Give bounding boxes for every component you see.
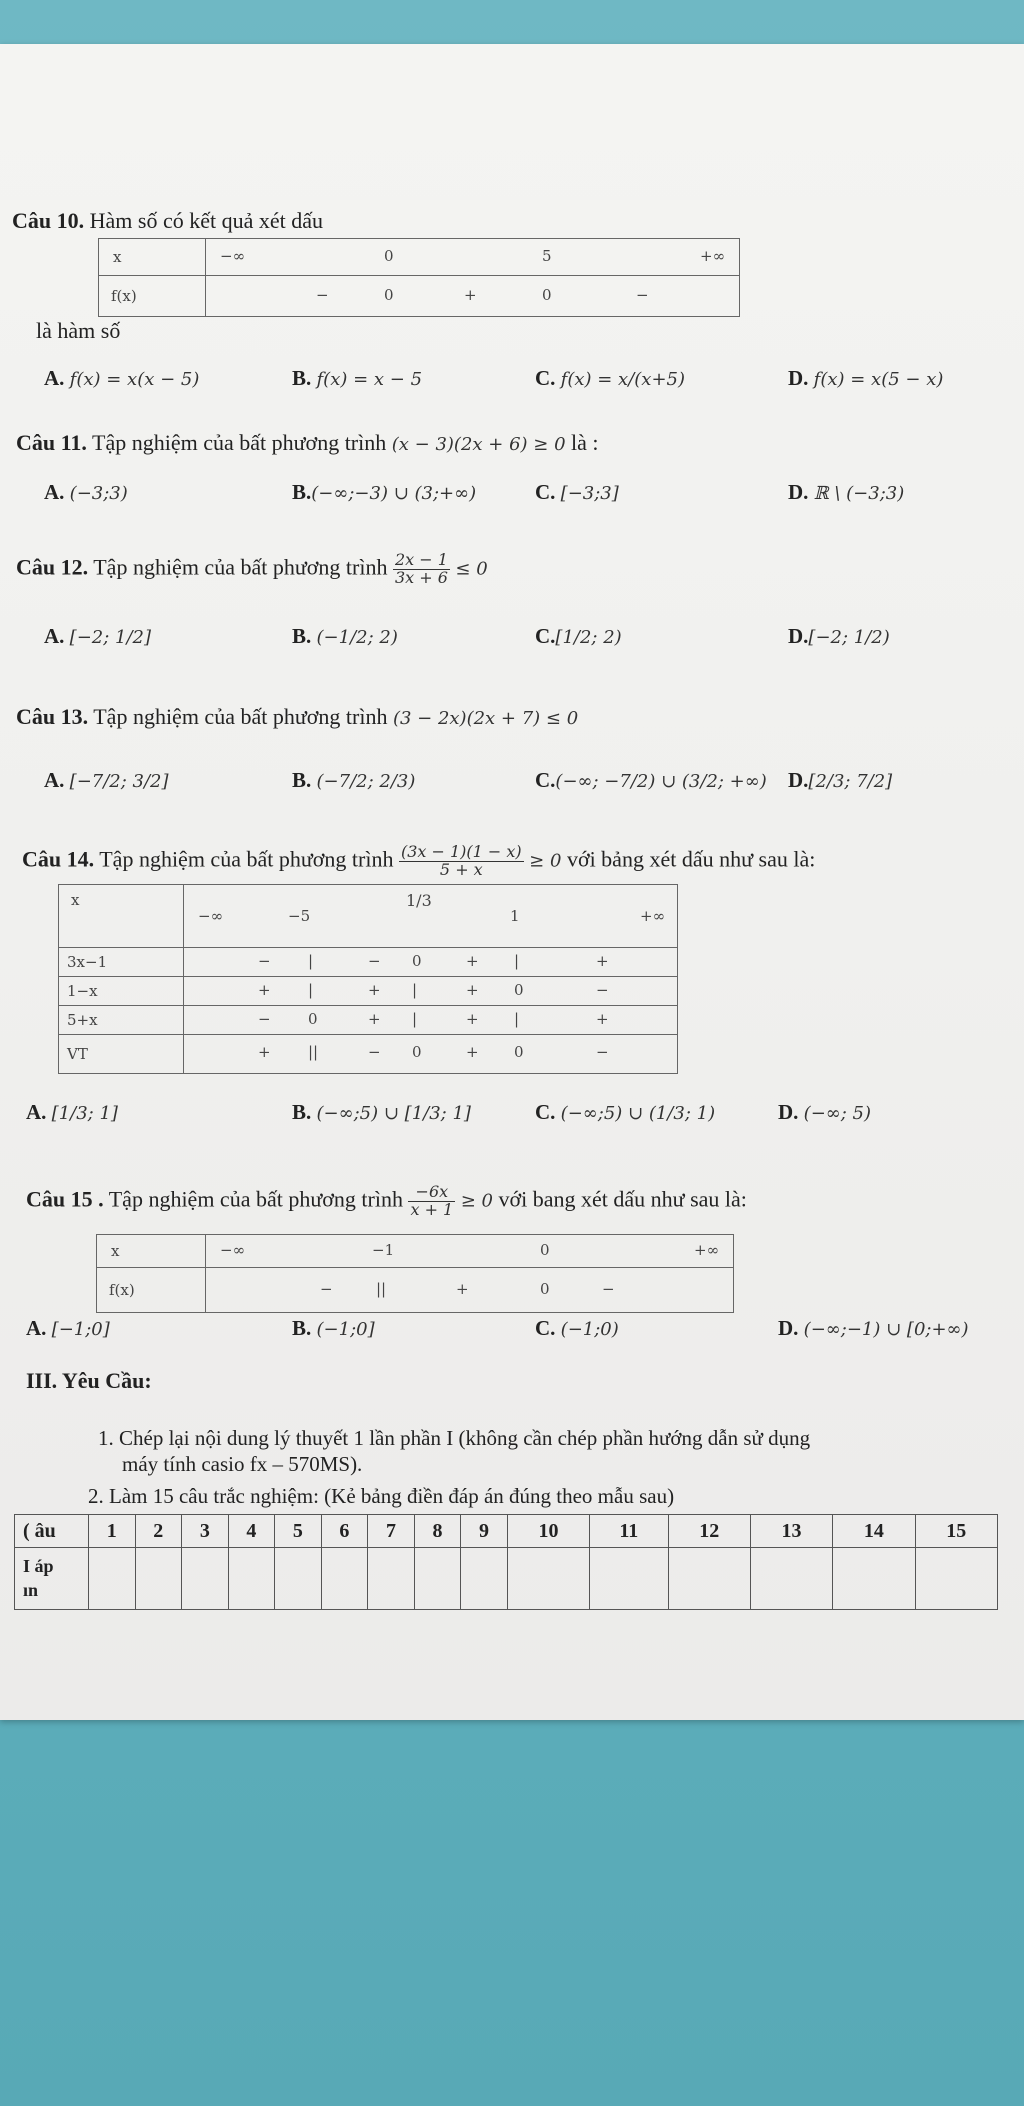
answer-col-head: 8	[414, 1515, 461, 1548]
answer-cell[interactable]	[228, 1548, 275, 1610]
q14-cell: +	[596, 952, 609, 970]
answer-col-head: 5	[275, 1515, 322, 1548]
q10-f-val: 0	[542, 286, 552, 304]
q15-denominator: x + 1	[410, 1199, 454, 1219]
q10-option-b[interactable]: B. f(x) = x − 5	[292, 366, 423, 390]
q10-x-val: +∞	[700, 247, 726, 265]
q14-cell: +	[258, 1043, 271, 1061]
q15-option-b[interactable]: B. (−1;0]	[292, 1316, 375, 1340]
q14-cell: +	[368, 981, 381, 999]
q14-cell: −	[596, 1043, 609, 1061]
q14-fraction	[399, 844, 524, 879]
q14-head-val: 1/3	[406, 891, 432, 910]
q14-cell: |	[308, 952, 314, 970]
section-3-title: III. Yêu Cầu:	[26, 1368, 152, 1393]
q15-tail: với bang xét dấu như sau là:	[498, 1186, 747, 1212]
q10-x-val: 0	[384, 247, 394, 265]
q14-denominator: 5 + x	[439, 859, 483, 879]
q14-cell: 0	[308, 1010, 318, 1028]
q10-after: là hàm số	[36, 318, 121, 343]
q14-numerator: (3x − 1)(1 − x)	[400, 842, 522, 861]
answer-col-head: 12	[668, 1515, 750, 1548]
q15-f-val: 0	[540, 1280, 550, 1298]
answer-col-head: 10	[507, 1515, 589, 1548]
q10-f-val: −	[316, 286, 329, 304]
answer-col-head: 4	[228, 1515, 275, 1548]
q14-cell: ||	[308, 1043, 319, 1061]
answer-cell[interactable]	[833, 1548, 915, 1610]
answer-row-head-line-1: I áp	[23, 1556, 54, 1577]
q14-cell: −	[258, 1010, 271, 1028]
q10-option-d[interactable]: D. f(x) = x(5 − x)	[788, 366, 944, 390]
q12-option-b[interactable]: B. (−1/2; 2)	[292, 624, 398, 648]
question-13	[16, 704, 578, 730]
q14-cell: 0	[514, 981, 524, 999]
q14-rel: ≥ 0	[529, 850, 562, 872]
q12-denominator: 3x + 6	[394, 567, 448, 587]
paper-sheet	[0, 44, 1024, 1720]
q14-cell: +	[258, 981, 271, 999]
q10-f-val: 0	[384, 286, 394, 304]
q14-cell: |	[514, 1010, 520, 1028]
q15-sign-table	[96, 1234, 734, 1313]
q14-option-b[interactable]: B. (−∞;5) ∪ [1/3; 1]	[292, 1100, 471, 1124]
q15-rel: ≥ 0	[460, 1190, 493, 1212]
q14-cell: |	[308, 981, 314, 999]
q14-cell: −	[258, 952, 271, 970]
q11-option-a[interactable]: A. (−3;3)	[44, 480, 128, 504]
q10-label: Câu 10.	[12, 208, 85, 233]
answer-cell[interactable]	[668, 1548, 750, 1610]
q15-x-val: 0	[540, 1241, 550, 1259]
q14-cell: 0	[514, 1043, 524, 1061]
q15-text: Tập nghiệm của bất phương trình	[108, 1186, 403, 1212]
q10-x-val: 5	[542, 247, 552, 265]
answer-cell[interactable]	[507, 1548, 589, 1610]
answer-col-head: 1	[89, 1515, 136, 1548]
q10-option-a[interactable]: A. f(x) = x(x − 5)	[44, 366, 200, 390]
answer-cell[interactable]	[275, 1548, 322, 1610]
q12-option-d[interactable]: D.[−2; 1/2)	[788, 624, 890, 648]
q14-cell: −	[596, 981, 609, 999]
q14-cell: +	[466, 1043, 479, 1061]
answer-col-head: 2	[135, 1515, 182, 1548]
q10-f-val: +	[464, 286, 477, 304]
q14-head-x: x	[59, 885, 184, 948]
q10-f-val: −	[636, 286, 649, 304]
answer-cell[interactable]	[182, 1548, 229, 1610]
q12-label: Câu 12.	[16, 554, 89, 580]
q14-cell: |	[514, 952, 520, 970]
q15-x-val: −1	[372, 1241, 395, 1259]
section-3-item-1b: máy tính casio fx – 570MS).	[122, 1452, 363, 1476]
answer-col-head: 14	[833, 1515, 915, 1548]
q12-text: Tập nghiệm của bất phương trình	[93, 554, 388, 580]
q11-option-c[interactable]: C. [−3;3]	[535, 480, 619, 504]
q11-expr: (x − 3)(2x + 6) ≥ 0	[391, 434, 566, 455]
q14-head-val: 1	[510, 907, 520, 925]
q14-cell: +	[596, 1010, 609, 1028]
q14-tail: với bảng xét dấu như sau là:	[566, 846, 816, 872]
q10-table-f-head: f(x)	[99, 276, 206, 317]
q13-option-d[interactable]: D.[2/3; 7/2]	[788, 768, 893, 792]
q14-cell: |	[412, 981, 418, 999]
answer-col-head: 3	[182, 1515, 229, 1548]
q13-expr: (3 − 2x)(2x + 7) ≤ 0	[392, 708, 579, 729]
answer-col-head: 9	[461, 1515, 508, 1548]
q14-cell: −	[368, 1043, 381, 1061]
question-11	[16, 430, 599, 456]
q14-cell: 0	[412, 952, 422, 970]
q12-option-c[interactable]: C.[1/2; 2)	[535, 624, 622, 648]
question-12	[16, 552, 488, 587]
answer-col-head: 6	[321, 1515, 368, 1548]
q14-text: Tập nghiệm của bất phương trình	[99, 846, 394, 872]
q13-option-a[interactable]: A. [−7/2; 3/2]	[44, 768, 169, 792]
q15-label: Câu 15 .	[26, 1186, 104, 1212]
q14-option-d[interactable]: D. (−∞; 5)	[778, 1100, 872, 1124]
answer-cell[interactable]	[461, 1548, 508, 1610]
q14-cell: +	[466, 952, 479, 970]
q14-head-val: −∞	[198, 907, 224, 925]
q15-f-val: ||	[376, 1280, 387, 1298]
q15-f-val: +	[456, 1280, 469, 1298]
q11-text: Tập nghiệm của bất phương trình	[92, 430, 387, 455]
q15-f-val: −	[320, 1280, 333, 1298]
q11-option-d[interactable]: D. ℝ \ (−3;3)	[788, 480, 905, 504]
question-10	[12, 208, 323, 234]
q15-fraction	[408, 1184, 455, 1219]
q14-sign-table	[58, 884, 678, 1074]
answer-col-head: 13	[750, 1515, 832, 1548]
q15-x-val: +∞	[694, 1241, 720, 1259]
q14-row-name: 3x−1	[59, 948, 184, 977]
answer-table-head: ( âu	[15, 1515, 89, 1548]
answer-cell[interactable]	[590, 1548, 668, 1610]
q14-option-c[interactable]: C. (−∞;5) ∪ (1/3; 1)	[535, 1100, 716, 1124]
answer-table	[14, 1514, 998, 1610]
q15-f-val: −	[602, 1280, 615, 1298]
q14-option-a[interactable]: A. [1/3; 1]	[26, 1100, 118, 1124]
q14-head-val: +∞	[640, 907, 666, 925]
q10-x-val: −∞	[220, 247, 246, 265]
answer-cell[interactable]	[915, 1548, 997, 1610]
q10-table-x-head: x	[99, 239, 206, 276]
q14-row-name: 5+x	[59, 1006, 184, 1035]
q11-tail: là :	[571, 430, 599, 455]
answer-row-head-line-2: ın	[23, 1579, 39, 1600]
q13-label: Câu 13.	[16, 704, 89, 729]
q15-option-c[interactable]: C. (−1;0)	[535, 1316, 619, 1340]
answer-cell[interactable]	[89, 1548, 136, 1610]
q13-option-b[interactable]: B. (−7/2; 2/3)	[292, 768, 416, 792]
section-3-item-2: 2. Làm 15 câu trắc nghiệm: (Kẻ bảng điền đáp án đúng theo mẫu sau)	[88, 1484, 675, 1508]
q14-row-name: 1−x	[59, 977, 184, 1006]
q13-text: Tập nghiệm của bất phương trình	[93, 704, 388, 729]
q14-head-val: −5	[288, 907, 311, 925]
question-15	[26, 1184, 747, 1219]
q14-cell: −	[368, 952, 381, 970]
q15-option-a[interactable]: A. [−1;0]	[26, 1316, 110, 1340]
q15-option-d[interactable]: D. (−∞;−1) ∪ [0;+∞)	[778, 1316, 969, 1340]
q10-sign-table	[98, 238, 740, 317]
q12-option-a[interactable]: A. [−2; 1/2]	[44, 624, 152, 648]
q15-table-f-head: f(x)	[97, 1268, 206, 1313]
q14-cell: +	[466, 1010, 479, 1028]
q11-label: Câu 11.	[16, 430, 87, 455]
q10-text: Hàm số có kết quả xét dấu	[89, 208, 323, 233]
section-3-item-1: 1. Chép lại nội dung lý thuyết 1 lần phần I (không cần chép phần hướng dẫn sử dụng	[98, 1426, 811, 1450]
q12-numerator: 2x − 1	[394, 550, 448, 569]
q15-numerator: −6x	[408, 1184, 455, 1202]
q14-cell: |	[412, 1010, 418, 1028]
q10-option-c[interactable]: C. f(x) = x/(x+5)	[535, 366, 686, 390]
q14-cell: +	[466, 981, 479, 999]
q12-rel: ≤ 0	[455, 558, 488, 580]
answer-col-head: 15	[915, 1515, 997, 1548]
q11-option-b[interactable]: B.(−∞;−3) ∪ (3;+∞)	[292, 480, 477, 504]
answer-cell[interactable]	[750, 1548, 832, 1610]
q15-x-val: −∞	[220, 1241, 246, 1259]
answer-row-head	[15, 1548, 89, 1610]
answer-cell[interactable]	[368, 1548, 415, 1610]
answer-col-head: 11	[590, 1515, 668, 1548]
q14-cell: 0	[412, 1043, 422, 1061]
answer-cell[interactable]	[135, 1548, 182, 1610]
answer-col-head: 7	[368, 1515, 415, 1548]
q14-cell: +	[368, 1010, 381, 1028]
q15-table-x-head: x	[97, 1235, 206, 1268]
answer-cell[interactable]	[414, 1548, 461, 1610]
answer-cell[interactable]	[321, 1548, 368, 1610]
q14-row-name: VT	[59, 1035, 184, 1074]
question-14	[22, 844, 815, 879]
q14-label: Câu 14.	[22, 846, 95, 872]
q13-option-c[interactable]: C.(−∞; −7/2) ∪ (3/2; +∞)	[535, 768, 767, 792]
q12-fraction	[393, 552, 450, 587]
